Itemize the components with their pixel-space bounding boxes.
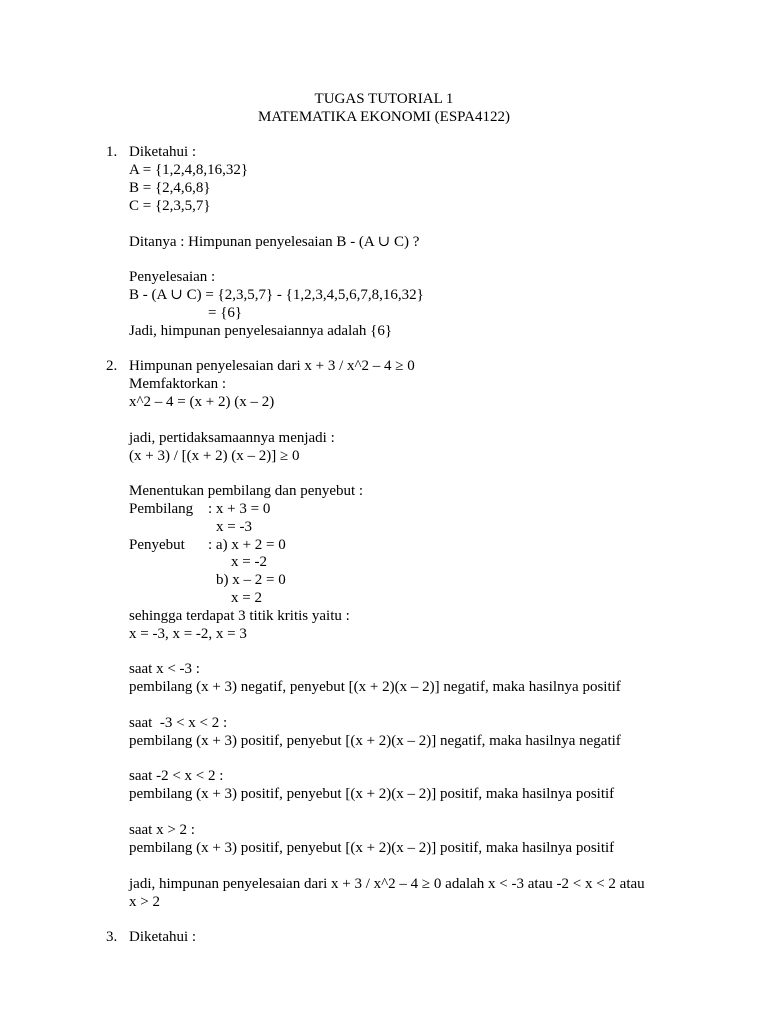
q2-pembilang-label: Pembilang	[129, 501, 194, 517]
q2-case4-body: pembilang (x + 3) positif, penyebut [(x + 2)(x – 2)] positif, maka hasilnya positif	[129, 840, 615, 856]
q2-case3-head: saat -2 < x < 2 :	[129, 768, 224, 784]
q2-pembilang-result: x = -3	[216, 519, 252, 535]
q1-penyelesaian: Penyelesaian :	[129, 269, 216, 285]
q3-number: 3.	[106, 929, 118, 945]
q1-diketahui: Diketahui :	[129, 144, 197, 160]
q2-number: 2.	[106, 358, 118, 374]
q1-number: 1.	[106, 144, 118, 160]
q2-case4-head: saat x > 2 :	[129, 822, 195, 838]
q2-line5: (x + 3) / [(x + 2) (x – 2)] ≥ 0	[129, 448, 300, 464]
q3-diketahui: Diketahui :	[129, 929, 197, 945]
doc-title: TUGAS TUTORIAL 1	[314, 91, 454, 107]
q1-step2: = {6}	[208, 305, 243, 321]
q2-penyebut-a: : a) x + 2 = 0	[208, 537, 286, 553]
q1-jadi: Jadi, himpunan penyelesaiannya adalah {6}	[129, 323, 393, 339]
q2-line3: x^2 – 4 = (x + 2) (x – 2)	[129, 394, 275, 410]
q1-ditanya: Ditanya : Himpunan penyelesaian B - (A ∪ C) ?	[129, 234, 420, 250]
q1-step1: B - (A ∪ C) = {2,3,5,7} - {1,2,3,4,5,6,7,8,16,32}	[129, 287, 424, 303]
q2-case2-head: saat -3 < x < 2 :	[129, 715, 228, 731]
q2-line7: sehingga terdapat 3 titik kritis yaitu :	[129, 608, 350, 624]
q2-case3-body: pembilang (x + 3) positif, penyebut [(x + 2)(x – 2)] positif, maka hasilnya positif	[129, 786, 615, 802]
q2-line2: Memfaktorkan :	[129, 376, 227, 392]
q2-penyebut-a-result: x = -2	[231, 554, 267, 570]
doc-subtitle: MATEMATIKA EKONOMI (ESPA4122)	[258, 109, 510, 125]
q1-set-b: B = {2,4,6,8}	[129, 180, 211, 196]
q2-pembilang-eq: : x + 3 = 0	[208, 501, 271, 517]
q2-case2-body: pembilang (x + 3) positif, penyebut [(x + 2)(x – 2)] negatif, maka hasilnya negatif	[129, 733, 621, 749]
q2-line1: Himpunan penyelesaian dari x + 3 / x^2 – 4 ≥ 0	[129, 358, 415, 374]
q2-case1-head: saat x < -3 :	[129, 661, 200, 677]
q2-conclusion-line1: jadi, himpunan penyelesaian dari x + 3 / x^2 – 4 ≥ 0 adalah x < -3 atau -2 < x < 2 atau	[129, 876, 645, 892]
q1-set-a: A = {1,2,4,8,16,32}	[129, 162, 249, 178]
q2-line4: jadi, pertidaksamaannya menjadi :	[129, 430, 335, 446]
q2-penyebut-label: Penyebut	[129, 537, 185, 553]
q2-penyebut-b-result: x = 2	[231, 590, 262, 606]
q2-line6: Menentukan pembilang dan penyebut :	[129, 483, 364, 499]
q2-case1-body: pembilang (x + 3) negatif, penyebut [(x + 2)(x – 2)] negatif, maka hasilnya positif	[129, 679, 621, 695]
q2-line8: x = -3, x = -2, x = 3	[129, 626, 247, 642]
q2-penyebut-b: b) x – 2 = 0	[216, 572, 286, 588]
q1-set-c: C = {2,3,5,7}	[129, 198, 211, 214]
q2-conclusion-line2: x > 2	[129, 894, 160, 910]
